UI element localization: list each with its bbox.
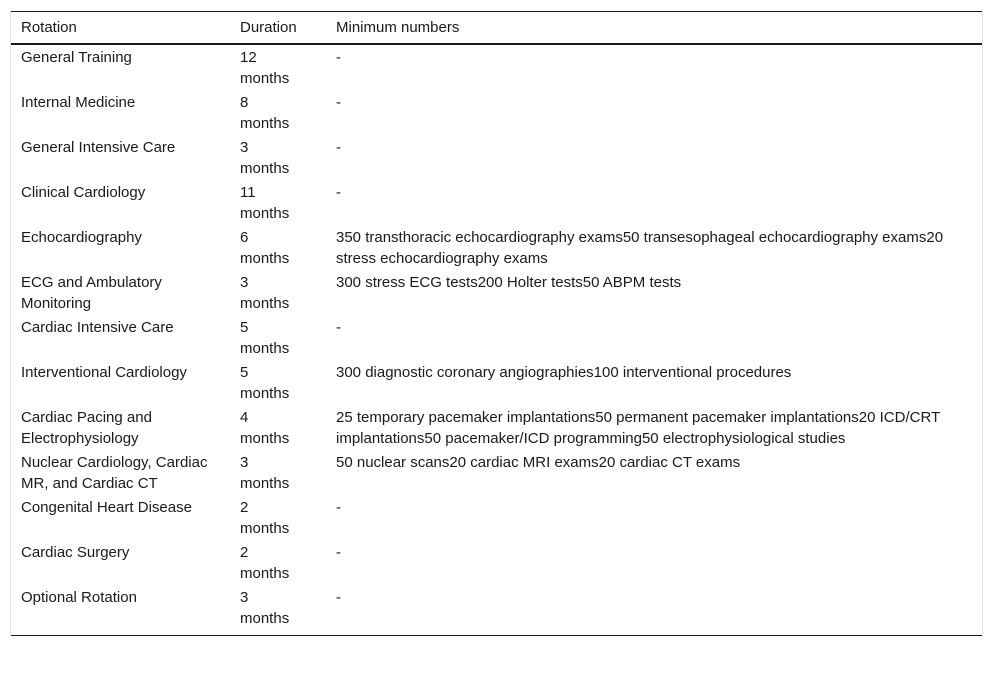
rotation-cell: Optional Rotation	[21, 589, 137, 606]
rotation-cell: Cardiac Pacing and Electrophysiology	[21, 409, 152, 447]
duration-cell: 8 months	[240, 94, 290, 132]
rotation-table	[11, 11, 982, 636]
table-row	[11, 585, 982, 636]
table-row	[11, 180, 982, 225]
table-row	[11, 270, 982, 315]
table-row	[11, 540, 982, 585]
rotation-cell: Interventional Cardiology	[21, 364, 187, 381]
table-body	[11, 44, 982, 636]
minimum-numbers-cell: 300 diagnostic coronary angiographies100 interventional procedures	[336, 364, 792, 381]
rotation-cell: Congenital Heart Disease	[21, 499, 192, 516]
duration-cell: 12 months	[240, 49, 290, 87]
minimum-numbers-cell: -	[336, 544, 341, 561]
minimum-numbers-cell: -	[336, 139, 341, 156]
table-row	[11, 450, 982, 495]
table-row	[11, 135, 982, 180]
header-duration: Duration	[240, 19, 297, 36]
duration-cell: 3 months	[240, 454, 290, 492]
minimum-numbers-cell: 350 transthoracic echocardiography exams50 transesophageal echocardiography exams20 stress echocardiography exams	[336, 229, 944, 267]
header-minimum-numbers: Minimum numbers	[336, 19, 460, 36]
header-rotation: Rotation	[21, 19, 77, 36]
rotation-cell: General Intensive Care	[21, 139, 176, 156]
minimum-numbers-cell: -	[336, 49, 341, 66]
rotation-cell: ECG and Ambulatory Monitoring	[21, 274, 162, 312]
duration-cell: 5 months	[240, 364, 290, 402]
minimum-numbers-cell: -	[336, 589, 341, 606]
duration-cell: 11 months	[240, 184, 290, 222]
table-row	[11, 495, 982, 540]
table-row	[11, 360, 982, 405]
table-row	[11, 315, 982, 360]
duration-cell: 4 months	[240, 409, 290, 447]
minimum-numbers-cell: -	[336, 319, 341, 336]
minimum-numbers-cell: -	[336, 94, 341, 111]
rotation-cell: Clinical Cardiology	[21, 184, 146, 201]
header-row	[11, 12, 982, 45]
minimum-numbers-cell: 25 temporary pacemaker implantations50 permanent pacemaker implantations20 ICD/CRT implantations50 pacemaker/ICD programming50 electrophysiological studies	[336, 409, 940, 447]
duration-cell: 3 months	[240, 589, 290, 627]
table-row	[11, 90, 982, 135]
duration-cell: 2 months	[240, 499, 290, 537]
table-row	[11, 405, 982, 450]
rotation-cell: Cardiac Surgery	[21, 544, 130, 561]
rotation-cell: General Training	[21, 49, 132, 66]
minimum-numbers-cell: -	[336, 499, 341, 516]
table-row	[11, 225, 982, 270]
rotation-table-container	[10, 11, 983, 636]
table-header	[11, 12, 982, 45]
minimum-numbers-cell: 50 nuclear scans20 cardiac MRI exams20 cardiac CT exams	[336, 454, 741, 471]
duration-cell: 6 months	[240, 229, 290, 267]
rotation-cell: Echocardiography	[21, 229, 142, 246]
rotation-cell: Internal Medicine	[21, 94, 136, 111]
duration-cell: 3 months	[240, 274, 290, 312]
rotation-cell: Nuclear Cardiology, Cardiac MR, and Cardiac CT	[21, 454, 208, 492]
minimum-numbers-cell: -	[336, 184, 341, 201]
rotation-cell: Cardiac Intensive Care	[21, 319, 174, 336]
duration-cell: 5 months	[240, 319, 290, 357]
table-row	[11, 44, 982, 90]
duration-cell: 3 months	[240, 139, 290, 177]
duration-cell: 2 months	[240, 544, 290, 582]
minimum-numbers-cell: 300 stress ECG tests200 Holter tests50 ABPM tests	[336, 274, 682, 291]
